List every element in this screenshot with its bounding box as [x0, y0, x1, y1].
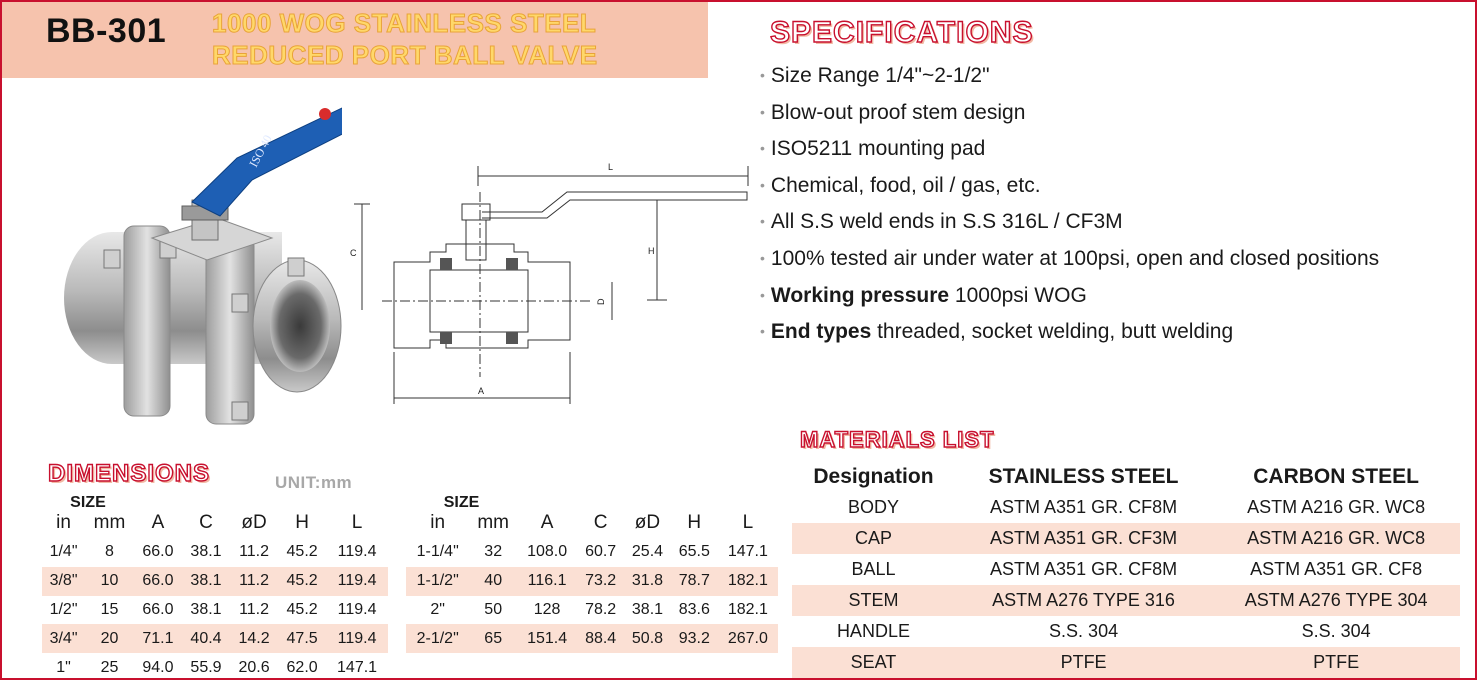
table-cell: 11.2	[239, 543, 270, 561]
table-cell: CAP	[792, 523, 955, 554]
table-cell: 116.1	[517, 567, 577, 596]
table-cell: ASTM A351 GR. CF3M	[955, 523, 1212, 554]
col-a: A	[151, 512, 165, 533]
spec-item	[760, 204, 1379, 241]
table-row	[42, 567, 388, 596]
bolt-icon	[288, 258, 304, 276]
col-h: H	[295, 512, 309, 533]
bullet-icon: •	[760, 249, 765, 266]
table-cell: 20.6	[238, 658, 270, 676]
bullet-icon: •	[760, 140, 765, 157]
product-title-line2: REDUCED PORT BALL VALVE	[212, 40, 598, 70]
table-cell: S.S. 304	[1301, 621, 1371, 641]
bullet-icon: •	[760, 103, 765, 120]
drawing-handle	[482, 192, 747, 218]
table-cell: 45.2	[286, 543, 318, 561]
table-cell: BALL	[851, 559, 896, 579]
dimensions-table-left	[42, 494, 388, 680]
model-code: BB-301	[46, 12, 167, 50]
specifications-list	[760, 58, 1379, 351]
table-row	[406, 538, 778, 567]
table-cell: 2-1/2"	[406, 624, 469, 653]
drawing-seat	[440, 258, 452, 270]
table-cell: 66.0	[142, 600, 174, 618]
drawing-seat	[506, 332, 518, 344]
table-cell: SEAT	[792, 647, 955, 678]
table-cell: 38.1	[182, 567, 230, 596]
label-D: D	[596, 298, 606, 305]
table-cell: 65	[469, 624, 517, 653]
table-cell: HANDLE	[836, 621, 910, 641]
materials-table	[792, 462, 1460, 678]
table-cell: 38.1	[190, 543, 222, 561]
table-cell: ASTM A351 GR. CF8M	[990, 497, 1178, 517]
table-cell: 55.9	[190, 658, 222, 676]
lever-handle	[192, 108, 342, 216]
table-cell: 88.4	[577, 624, 624, 653]
table-cell: 78.2	[585, 600, 617, 618]
product-title-line1: 1000 WOG STAINLESS STEEL	[212, 8, 597, 38]
table-cell: BODY	[847, 497, 899, 517]
table-cell: S.S. 304	[1049, 621, 1119, 641]
col-h: H	[687, 512, 702, 533]
table-cell: 71.1	[134, 624, 182, 653]
handle-marking: ISO 40	[246, 132, 275, 170]
table-row	[42, 653, 388, 680]
table-row	[42, 596, 388, 625]
spec-item	[760, 241, 1379, 278]
spec-item	[760, 58, 1379, 95]
table-row	[792, 492, 1460, 523]
table-row	[792, 554, 1460, 585]
bolt-icon	[232, 294, 248, 312]
valve-photo	[42, 98, 342, 438]
table-cell: 108.0	[527, 543, 568, 561]
table-cell: 128	[533, 600, 561, 618]
col-d: øD	[241, 512, 267, 533]
table-cell: 83.6	[678, 600, 710, 618]
table-cell: 38.1	[631, 600, 664, 618]
table-cell: 1/4"	[49, 543, 78, 561]
table-row	[406, 624, 778, 653]
table-cell: 93.2	[671, 624, 718, 653]
table-row	[792, 647, 1460, 678]
col-carbon-steel: CARBON STEEL	[1253, 465, 1419, 488]
specifications-heading: SPECIFICATIONS	[770, 16, 1034, 49]
table-cell: 47.5	[278, 624, 326, 653]
spec-item	[760, 314, 1379, 351]
table-cell: 60.7	[585, 543, 617, 561]
table-cell: 14.2	[230, 624, 278, 653]
table-cell: 267.0	[718, 624, 778, 653]
dimensions-table-right	[406, 494, 778, 653]
table-cell: 78.7	[671, 567, 718, 596]
table-cell: ASTM A351 GR. CF8M	[990, 559, 1178, 579]
spec-item-bold: Working pressure	[770, 283, 950, 307]
bullet-icon: •	[760, 176, 765, 193]
drawing-seat	[506, 258, 518, 270]
bullet-icon: •	[760, 213, 765, 230]
table-cell: 3/4"	[42, 624, 85, 653]
spec-item-text: All S.S weld ends in S.S 316L / CF3M	[770, 210, 1123, 234]
table-cell: 31.8	[624, 567, 671, 596]
table-cell: 45.2	[286, 600, 318, 618]
table-row	[406, 567, 778, 596]
dimensions-heading: DIMENSIONS	[48, 460, 211, 487]
spec-item-text: threaded, socket welding, butt welding	[871, 320, 1234, 344]
table-row	[792, 585, 1460, 616]
col-in: in	[56, 512, 71, 533]
materials-heading: MATERIALS LIST	[800, 427, 995, 452]
table-cell: 25.4	[631, 543, 664, 561]
cross-section-drawing	[342, 152, 762, 412]
spec-item	[760, 168, 1379, 205]
table-cell: 1-1/2"	[406, 567, 469, 596]
table-cell: 25	[100, 658, 119, 676]
label-C: C	[350, 248, 357, 258]
handle-logo-icon	[319, 108, 331, 120]
table-cell: 1/2"	[49, 600, 78, 618]
bore-opening	[270, 280, 330, 372]
drawing-stem	[466, 220, 486, 260]
table-cell: 94.0	[142, 658, 174, 676]
size-header: SIZE	[443, 494, 480, 511]
table-cell: 38.1	[190, 600, 222, 618]
table-cell: 11.2	[230, 567, 278, 596]
label-A: A	[478, 386, 485, 396]
table-cell: 3/8"	[42, 567, 85, 596]
col-l: L	[742, 512, 754, 533]
spec-item-text: Blow-out proof stem design	[770, 100, 1026, 124]
body-cap-right	[206, 236, 254, 424]
bullet-icon: •	[760, 286, 765, 303]
table-cell: 50	[484, 600, 503, 618]
table-cell: 2"	[430, 600, 445, 618]
spec-item-text: 100% tested air under water at 100psi, open and closed positions	[770, 246, 1380, 270]
col-in: in	[430, 512, 446, 533]
table-cell: 45.2	[278, 567, 326, 596]
label-L: L	[608, 162, 614, 172]
table-cell: 73.2	[577, 567, 624, 596]
col-a: A	[540, 512, 554, 533]
table-cell: PTFE	[1212, 647, 1460, 678]
table-cell: ASTM A216 GR. WC8	[1212, 523, 1460, 554]
dimensions-column-headers	[406, 512, 778, 538]
bullet-icon: •	[760, 323, 765, 340]
drawing-seat	[440, 332, 452, 344]
table-cell: ASTM A216 GR. WC8	[1247, 497, 1426, 517]
table-cell: 66.0	[142, 543, 174, 561]
table-cell: STEM	[792, 585, 955, 616]
table-cell: 62.0	[286, 658, 318, 676]
table-cell: 119.4	[326, 624, 388, 653]
bolt-icon	[104, 250, 120, 268]
col-c: C	[199, 512, 213, 533]
spec-item	[760, 131, 1379, 168]
table-cell: ASTM A351 GR. CF8	[1250, 559, 1423, 579]
col-d: øD	[634, 512, 661, 533]
dimensions-unit: UNIT:mm	[275, 473, 353, 492]
spec-item-text: 1000psi WOG	[949, 283, 1087, 307]
table-cell: 1-1/4"	[416, 543, 459, 561]
label-H: H	[648, 246, 655, 256]
table-cell: 32	[484, 543, 503, 561]
table-cell: 151.4	[517, 624, 577, 653]
spec-item-text: ISO5211 mounting pad	[770, 137, 986, 161]
table-cell: PTFE	[955, 647, 1212, 678]
materials-column-headers	[792, 462, 1460, 492]
table-cell: 119.4	[337, 543, 377, 561]
table-cell: 40.4	[182, 624, 230, 653]
table-cell: 65.5	[678, 543, 710, 561]
table-row	[42, 538, 388, 567]
table-row	[42, 624, 388, 653]
table-cell: 40	[469, 567, 517, 596]
table-cell: 50.8	[624, 624, 671, 653]
bolt-icon	[232, 402, 248, 420]
table-cell: 182.1	[718, 567, 778, 596]
col-l: L	[351, 512, 363, 533]
dimensions-column-headers	[42, 512, 388, 538]
table-cell: 11.2	[239, 600, 270, 618]
table-cell: 119.4	[337, 600, 377, 618]
table-cell: 66.0	[134, 567, 182, 596]
table-cell: 20	[85, 624, 134, 653]
col-designation: Designation	[813, 465, 934, 488]
table-cell: 147.1	[727, 543, 768, 561]
table-cell: 182.1	[727, 600, 768, 618]
table-row	[792, 616, 1460, 647]
size-header: SIZE	[70, 494, 106, 511]
table-cell: 147.1	[337, 658, 378, 676]
col-mm: mm	[93, 512, 126, 533]
spec-item-text: Chemical, food, oil / gas, etc.	[770, 173, 1041, 197]
table-cell: 119.4	[326, 567, 388, 596]
spec-item-text: Size Range 1/4"~2-1/2"	[770, 64, 990, 87]
bullet-icon: •	[760, 67, 765, 83]
table-row	[406, 596, 778, 625]
col-c: C	[593, 512, 608, 533]
table-cell: ASTM A276 TYPE 316	[955, 585, 1212, 616]
table-cell: 10	[85, 567, 134, 596]
spec-item	[760, 95, 1379, 132]
table-cell: 1"	[56, 658, 71, 676]
col-mm: mm	[477, 512, 510, 533]
spec-item-bold: End types	[770, 320, 872, 344]
title-banner	[2, 2, 708, 78]
table-row	[792, 523, 1460, 554]
table-cell: 15	[100, 600, 119, 618]
spec-item	[760, 278, 1379, 315]
table-cell: ASTM A276 TYPE 304	[1212, 585, 1460, 616]
col-stainless-steel: STAINLESS STEEL	[988, 465, 1179, 488]
table-cell: 8	[105, 543, 114, 561]
